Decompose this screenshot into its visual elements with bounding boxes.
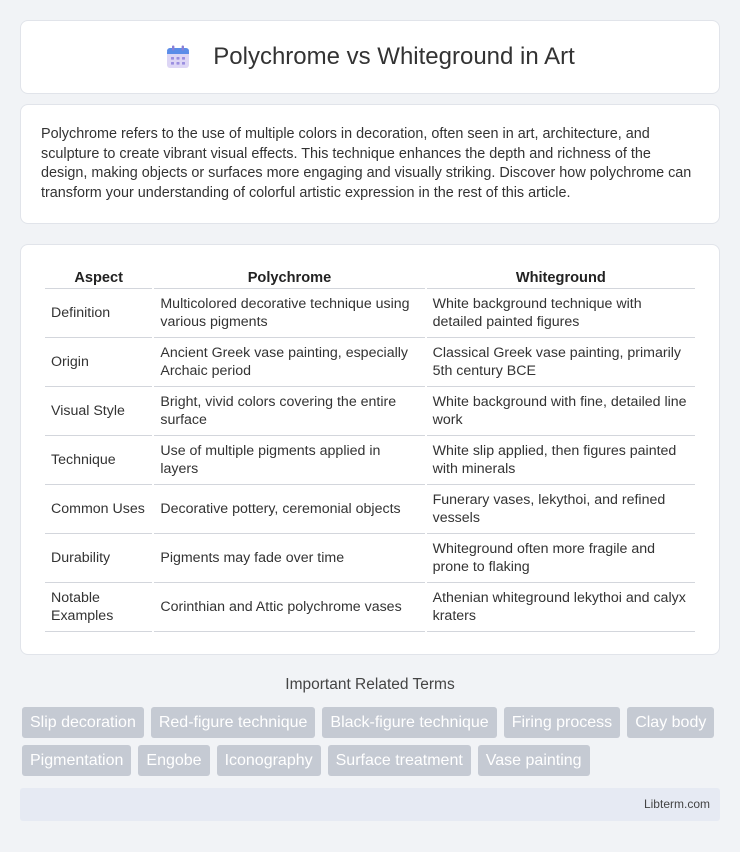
aspect-cell: Technique bbox=[45, 436, 152, 485]
related-terms-title: Important Related Terms bbox=[285, 676, 455, 693]
related-term-tag[interactable]: Iconography bbox=[217, 745, 321, 776]
polychrome-cell: Bright, vivid colors covering the entire surface bbox=[154, 387, 424, 436]
whiteground-cell: White slip applied, then figures painted with minerals bbox=[427, 436, 695, 485]
whiteground-cell: Athenian whiteground lekythoi and calyx kraters bbox=[427, 583, 695, 632]
column-header-polychrome: Polychrome bbox=[154, 265, 424, 289]
table-row bbox=[45, 436, 695, 485]
whiteground-cell: Funerary vases, lekythoi, and refined vessels bbox=[427, 485, 695, 534]
related-terms-list bbox=[22, 707, 722, 776]
aspect-cell: Notable Examples bbox=[45, 583, 152, 632]
polychrome-cell: Ancient Greek vase painting, especially Archaic period bbox=[154, 338, 424, 387]
aspect-cell: Origin bbox=[45, 338, 152, 387]
column-header-aspect: Aspect bbox=[45, 265, 152, 289]
intro-text: Polychrome refers to the use of multiple colors in decoration, often seen in art, architecture, and sculpture to create vibrant visual effects. This technique enhances the depth and richness of the design, making objects or surfaces more engaging and visually striking. Discover how polychrome can transform your understanding of colorful artistic expression in the rest of this article. bbox=[41, 126, 692, 201]
column-header-whiteground: Whiteground bbox=[427, 265, 695, 289]
aspect-cell: Visual Style bbox=[45, 387, 152, 436]
whiteground-cell: White background with fine, detailed line work bbox=[427, 387, 695, 436]
title-wrap bbox=[165, 43, 575, 71]
whiteground-cell: Whiteground often more fragile and prone to flaking bbox=[427, 534, 695, 583]
table-row bbox=[45, 387, 695, 436]
polychrome-cell: Multicolored decorative technique using various pigments bbox=[154, 289, 424, 338]
related-term-tag[interactable]: Pigmentation bbox=[22, 745, 131, 776]
footer-bar bbox=[20, 788, 720, 821]
page-title: Polychrome vs Whiteground in Art bbox=[213, 43, 575, 70]
related-term-tag[interactable]: Slip decoration bbox=[22, 707, 144, 738]
calendar-icon bbox=[165, 44, 191, 70]
related-term-tag[interactable]: Red-figure technique bbox=[151, 707, 316, 738]
polychrome-cell: Pigments may fade over time bbox=[154, 534, 424, 583]
polychrome-cell: Decorative pottery, ceremonial objects bbox=[154, 485, 424, 534]
whiteground-cell: Classical Greek vase painting, primarily 5th century BCE bbox=[427, 338, 695, 387]
related-term-tag[interactable]: Clay body bbox=[627, 707, 714, 738]
intro-card bbox=[20, 104, 720, 224]
table-row bbox=[45, 338, 695, 387]
related-term-tag[interactable]: Engobe bbox=[138, 745, 209, 776]
table-row bbox=[45, 289, 695, 338]
table-header-row bbox=[45, 265, 695, 289]
polychrome-cell: Corinthian and Attic polychrome vases bbox=[154, 583, 424, 632]
related-term-tag[interactable]: Vase painting bbox=[478, 745, 590, 776]
comparison-card bbox=[20, 244, 720, 655]
comparison-table bbox=[43, 265, 697, 632]
aspect-cell: Common Uses bbox=[45, 485, 152, 534]
table-row bbox=[45, 583, 695, 632]
aspect-cell: Durability bbox=[45, 534, 152, 583]
table-row bbox=[45, 534, 695, 583]
footer-site-link[interactable]: Libterm.com bbox=[643, 797, 710, 811]
related-term-tag[interactable]: Black-figure technique bbox=[322, 707, 496, 738]
whiteground-cell: White background technique with detailed painted figures bbox=[427, 289, 695, 338]
related-term-tag[interactable]: Surface treatment bbox=[328, 745, 471, 776]
aspect-cell: Definition bbox=[45, 289, 152, 338]
related-term-tag[interactable]: Firing process bbox=[504, 707, 620, 738]
table-row bbox=[45, 485, 695, 534]
polychrome-cell: Use of multiple pigments applied in layers bbox=[154, 436, 424, 485]
header-card bbox=[20, 20, 720, 94]
